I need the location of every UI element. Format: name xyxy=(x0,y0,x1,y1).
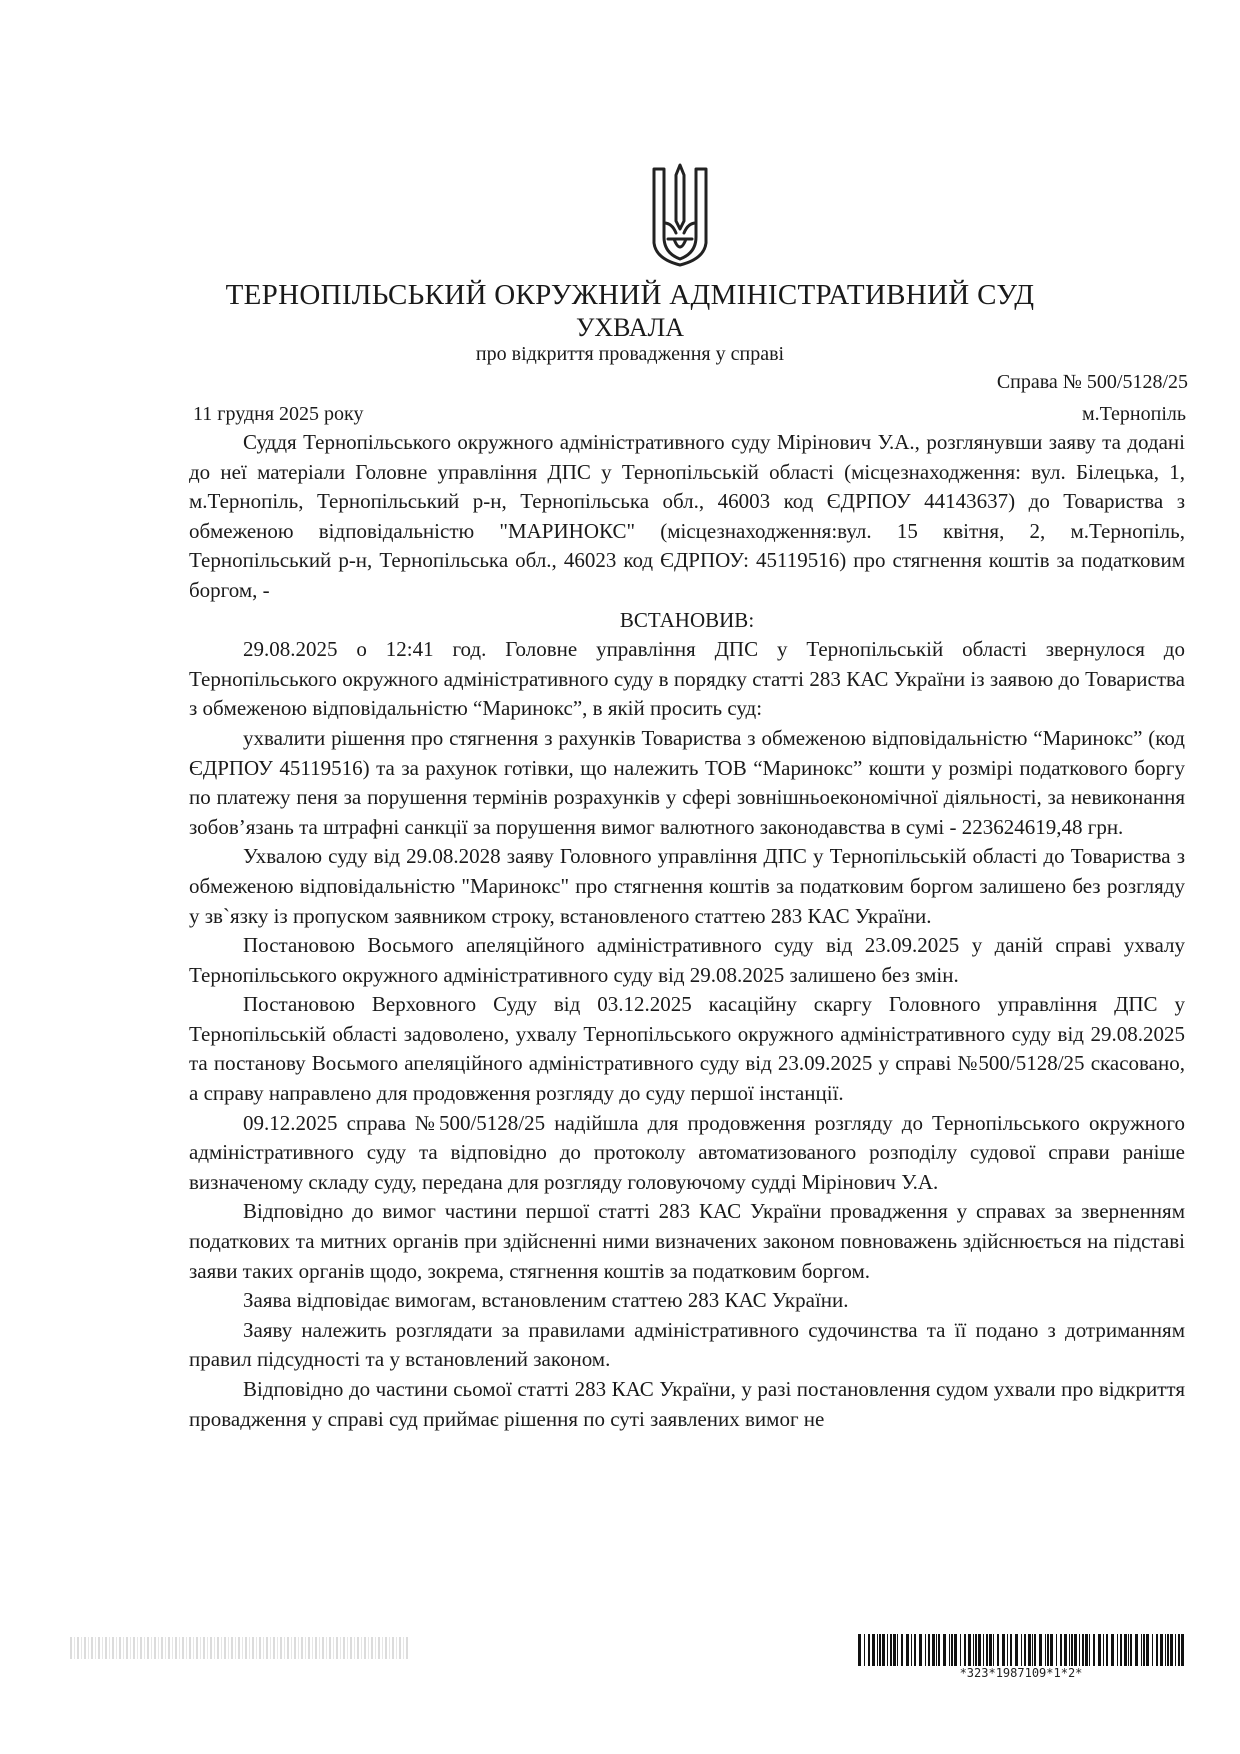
intro-paragraph: Суддя Тернопільського окружного адміністративного суду Мірінович У.А., розглянувши заяву та додані до неї матеріали Головне управління ДПС у Тернопільській області (місцезнаходження: вул. Білецька, 1, м.Тернопіль, Тернопільський р-н, Тернопільська обл., 46003 код ЄДРПОУ 44143637) до Товариства з обмеженою відповідальністю "МАРИНОКС" (місцезнаходження:вул. 15 квітня, 2, м.Тернопіль, Тернопільський р-н, Тернопільська обл., 46023 код ЄДРПОУ: 45119516) про стягнення коштів за податковим боргом, - xyxy=(189,430,1185,602)
established-heading: ВСТАНОВИВ: xyxy=(619,607,755,632)
body-paragraph: Заяву належить розглядати за правилами адміністративного судочинства та її подано з дотриманням правил підсудності та у встановлений законом. xyxy=(189,1317,1185,1372)
body-paragraph: Ухвалою суду від 29.08.2028 заяву Головного управління ДПС у Тернопільській області до Товариства з обмеженою відповідальністю "Маринокс" про стягнення коштів за податковим боргом залишено без розгляду у зв`язку із пропуском заявником строку, встановленого статтею 283 КАС України. xyxy=(189,844,1185,928)
body-paragraph: Постановою Восьмого апеляційного адміністративного суду від 23.09.2025 у даній справі ухвалу Тернопільського окружного адміністративного суду від 29.08.2025 залишено без змін. xyxy=(189,933,1185,987)
body-paragraph: ухвалити рішення про стягнення з рахунків Товариства з обмеженою відповідальністю “Маринокс” (код ЄДРПОУ 45119516) та за рахунок готівки, що належить ТОВ “Маринокс” кошти у розмірі податкового боргу по платежу пеня за порушення термінів розрахунків у сфері зовнішньоекономічної діяльності, за невиконання зобов’язань та штрафні санкції за порушення вимог валютного законодавства в сумі - 223624619,48 грн. xyxy=(189,725,1185,839)
body-paragraph: Заява відповідає вимогам, встановленим статтею 283 КАС України. xyxy=(243,1288,849,1313)
document-subtitle: про відкриття провадження у справі xyxy=(475,343,785,365)
barcode-number: *323*1987109*1*2* xyxy=(959,1666,1083,1680)
ruling-body xyxy=(189,428,1185,1434)
body-paragraph: Відповідно до вимог частини першої статті 283 КАС України провадження у справах за зверненням податкових та митних органів при здійсненні ними визначених законом повноважень здійснюється на підставі заяви таких органів щодо, зокрема, стягнення коштів за податковим боргом. xyxy=(189,1199,1185,1283)
scan-artifact-band xyxy=(70,1637,410,1659)
trident-emblem-icon xyxy=(650,163,710,267)
barcode-icon xyxy=(856,1634,1186,1666)
body-paragraph: Постановою Верховного Суду від 03.12.2025 касаційну скаргу Головного управління ДПС у Тернопільській області задоволено, ухвалу Тернопільського окружного адміністративного суду від 29.08.2025 та постанову Восьмого апеляційного адміністративного суду від 23.09.2025 у справі №500/5128/25 скасовано, а справу направлено для продовження розгляду до суду першої інстанції. xyxy=(189,992,1185,1106)
body-paragraph: 29.08.2025 о 12:41 год. Головне управління ДПС у Тернопільській області звернулося до Тернопільського окружного адміністративного суду в порядку статті 283 КАС України із заявою до Товариства з обмеженою відповідальністю “Маринокс”, в якій просить суд: xyxy=(189,637,1185,721)
document-type: УХВАЛА xyxy=(575,313,685,342)
ruling-date: 11 грудня 2025 року xyxy=(193,403,364,425)
case-number: Справа № 500/5128/25 xyxy=(996,371,1188,393)
body-paragraph: 09.12.2025 справа №500/5128/25 надійшла для продовження розгляду до Тернопільського окружного адміністративного суду та відповідно до протоколу автоматизованого розподілу судової справи раніше визначеному складу суду, передана для розгляду головуючому судді Мірінович У.А. xyxy=(189,1110,1185,1194)
court-name: ТЕРНОПІЛЬСЬКИЙ ОКРУЖНИЙ АДМІНІСТРАТИВНИЙ СУД xyxy=(225,279,1035,311)
body-paragraph: Відповідно до частини сьомої статті 283 КАС України, у разі постановлення судом ухвали про відкриття провадження у справі суд приймає рішення по суті заявлених вимог не xyxy=(189,1377,1185,1431)
ruling-city: м.Тернопіль xyxy=(1081,403,1186,425)
